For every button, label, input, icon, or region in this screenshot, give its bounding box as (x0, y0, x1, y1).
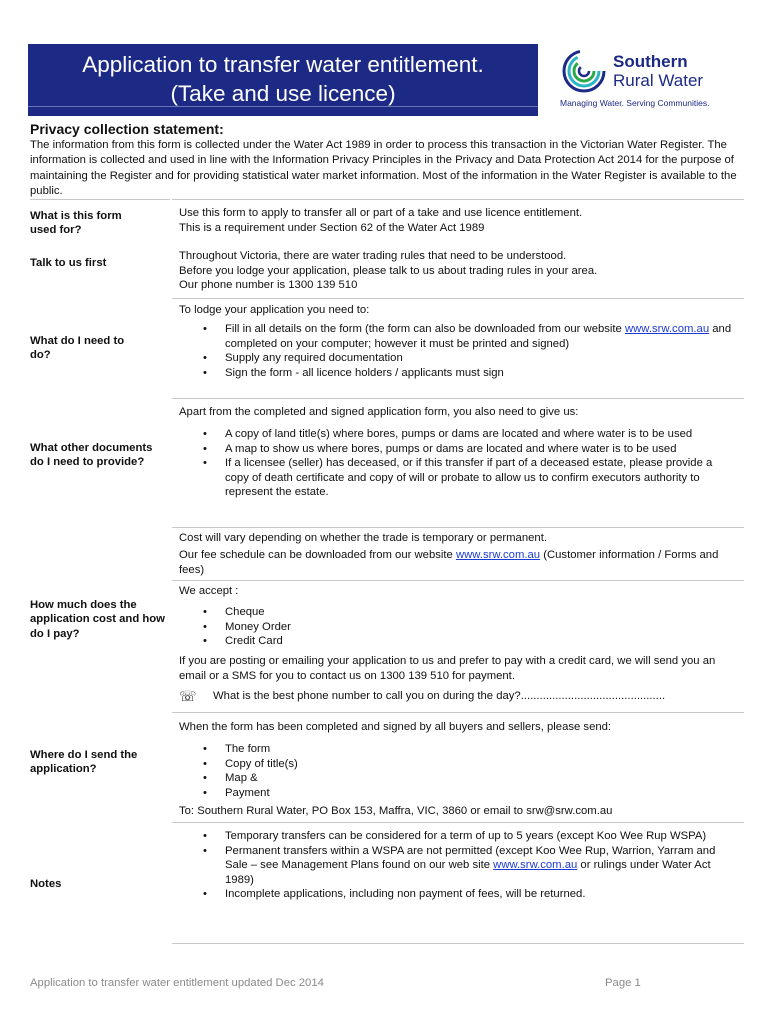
need-list (179, 322, 739, 380)
list-item (179, 322, 739, 351)
list-item (179, 844, 739, 888)
note-text: or rulings under Water Act 1989) (225, 859, 711, 886)
title-underline (28, 106, 538, 107)
label-form-use: What is this form used for? (30, 210, 122, 237)
form-use-text (179, 206, 744, 235)
note-text: Permanent transfers within a WSPA are not permitted (except Koo Wee Rup, Warrion, Yarram and Sale – see Management Plans found on our web site (225, 844, 716, 871)
label-where-send: Where do I send the application? (30, 749, 138, 776)
divider (30, 199, 170, 200)
divider (172, 580, 744, 581)
list-item: • A copy of land title(s) where bores, pumps or dams are located and where water is to be used (179, 427, 739, 442)
document-title: Application to transfer water entitlement. (82, 52, 484, 77)
list-item: • Map & (179, 771, 739, 786)
credit-card-note: If you are posting or emailing your application to us and prefer to pay with a credit card, we will send you an email or a SMS for you to contact us on 1300 139 510 for payment. (179, 655, 716, 682)
notes-list (179, 829, 739, 902)
list-item: • Supply any required documentation (179, 351, 739, 366)
divider (172, 527, 744, 528)
logo-name-line1: Southern (613, 52, 688, 71)
footer-document-info: Application to transfer water entitlement updated Dec 2014 (30, 977, 324, 989)
logo-swirl-icon (560, 48, 608, 94)
label-notes: Notes (30, 878, 62, 890)
list-item: • Payment (179, 786, 739, 801)
form-use-line: Use this form to apply to transfer all or part of a take and use licence entitlement. (179, 207, 583, 219)
label-need-to-do: What do I need to do? (30, 335, 125, 362)
list-item: • Sign the form - all licence holders / applicants must sign (179, 366, 739, 381)
fee-text: Our fee schedule can be downloaded from our website (179, 549, 456, 561)
divider (172, 712, 744, 713)
label-talk-first: Talk to us first (30, 257, 107, 269)
cost-line: Cost will vary depending on whether the trade is temporary or permanent. (179, 532, 547, 544)
label-other-documents: What other documents do I need to provide? (30, 442, 153, 469)
phone-question: What is the best phone number to call you on during the day?.............................................. (213, 690, 666, 702)
list-item: • If a licensee (seller) has deceased, or if this transfer if part of a deceased estate, please provide a copy of death certificate and copy of will or probate to allow us to confirm executors authority to represent the estate. (179, 456, 739, 500)
send-items-list (179, 742, 739, 800)
list-item: • Incomplete applications, including non payment of fees, will be returned. (179, 887, 739, 902)
list-item: • Cheque (179, 605, 739, 620)
privacy-heading: Privacy collection statement: (30, 121, 224, 137)
divider (172, 298, 744, 299)
list-item: • A map to show us where bores, pumps or dams are located and where water is to be used (179, 442, 739, 457)
form-use-line: This is a requirement under Section 62 of the Water Act 1989 (179, 221, 485, 234)
website-link[interactable]: www.srw.com.au (455, 549, 541, 561)
logo-name-line2: Rural Water (613, 71, 704, 90)
southern-rural-water-logo (560, 48, 730, 110)
need-intro: To lodge your application you need to: (179, 304, 370, 316)
docs-intro: Apart from the completed and signed application form, you also need to give us: (179, 406, 579, 418)
document-subtitle: (Take and use licence) (170, 81, 396, 106)
fee-schedule-text (179, 548, 744, 577)
list-item: • Money Order (179, 620, 739, 635)
payment-methods-list (179, 605, 739, 649)
label-cost: How much does the application cost and how do I pay? (30, 599, 165, 640)
footer-page-number: Page 1 (605, 977, 641, 989)
divider (172, 398, 744, 399)
accept-label: We accept : (179, 585, 239, 597)
postal-address: To: Southern Rural Water, PO Box 153, Maffra, VIC, 3860 or email to srw@srw.com.au (179, 805, 613, 817)
talk-text (179, 249, 744, 293)
list-item: • The form (179, 742, 739, 757)
list-item: • Temporary transfers can be considered for a term of up to 5 years (except Koo Wee Rup WSPA) (179, 829, 739, 844)
privacy-statement: The information from this form is collected under the Water Act 1989 in order to process this transaction in the Victorian Water Register. The information is collected and used in line with the Information Privacy Principles in the Privacy and Data Protection Act 2014 for the purpose of maintaining the Register and for providing statistical water market information. Most of the information in the Water Register is available to the public. (30, 139, 737, 197)
talk-line: Our phone number is 1300 139 510 (179, 279, 358, 291)
logo-tagline: Managing Water. Serving Communities. (560, 98, 710, 108)
talk-line: Before you lodge your application, please talk to us about trading rules in your area. (179, 264, 598, 277)
divider (172, 943, 744, 944)
docs-list (179, 427, 739, 500)
divider (172, 199, 744, 200)
divider (172, 822, 744, 823)
need-item-text: and completed on your computer; however it must be printed and signed) (225, 323, 732, 350)
telephone-icon: ☏ (179, 688, 197, 704)
fee-text: (Customer information / Forms and fees) (179, 549, 719, 576)
list-item: • Credit Card (179, 634, 739, 649)
website-link[interactable]: www.srw.com.au (493, 859, 578, 871)
need-item-text: Fill in all details on the form (the form can also be downloaded from our website (225, 323, 625, 335)
talk-line: Throughout Victoria, there are water trading rules that need to be understood. (179, 250, 567, 262)
list-item: • Copy of title(s) (179, 757, 739, 772)
send-intro: When the form has been completed and signed by all buyers and sellers, please send: (179, 721, 612, 733)
website-link[interactable]: www.srw.com.au (624, 323, 710, 335)
